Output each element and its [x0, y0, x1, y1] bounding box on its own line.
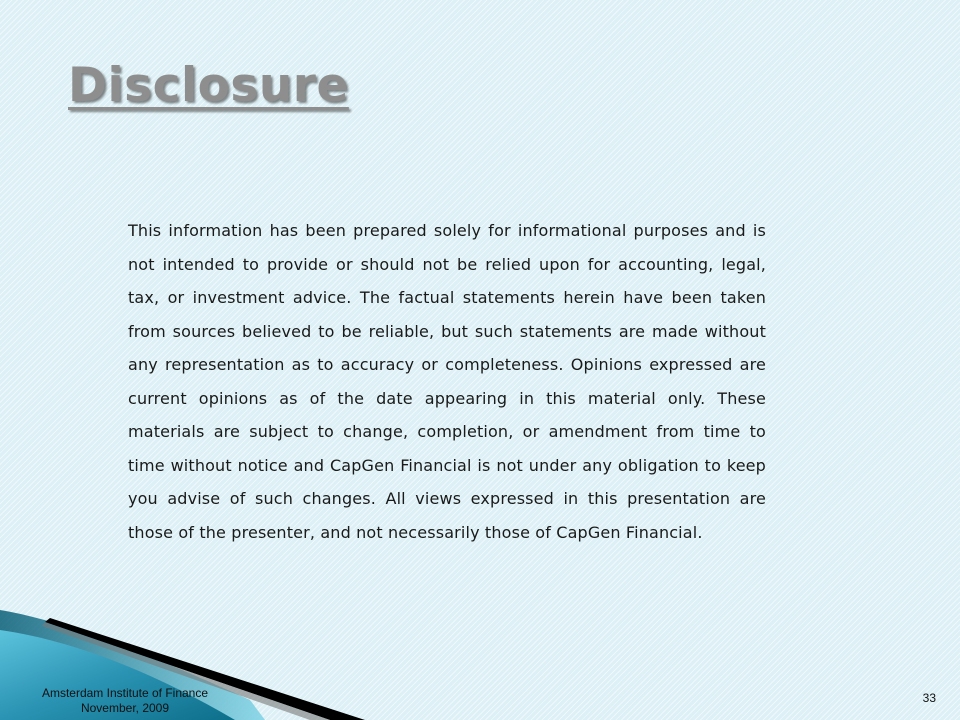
footer-info	[0, 686, 250, 716]
slide-title: Disclosure	[68, 58, 349, 113]
page-number: 33	[922, 691, 936, 705]
footer-date: November, 2009	[80, 701, 170, 715]
disclosure-body: This information has been prepared solely for informational purposes and is not intended to provide or should not be relied upon for accounting, legal, tax, or investment advice. The factual statements herein have been taken from sources believed to be reliable, but such statements are made without any representation as to accuracy or completeness. Opinions expressed are current opinions as of the date appearing in this material only. These materials are subject to change, completion, or amendment from time to time without notice and CapGen Financial is not under any obligation to keep you advise of such changes. All views expressed in this presentation are those of the presenter, and not necessarily those of CapGen Financial.	[128, 221, 766, 542]
footer-organization: Amsterdam Institute of Finance	[41, 686, 209, 700]
